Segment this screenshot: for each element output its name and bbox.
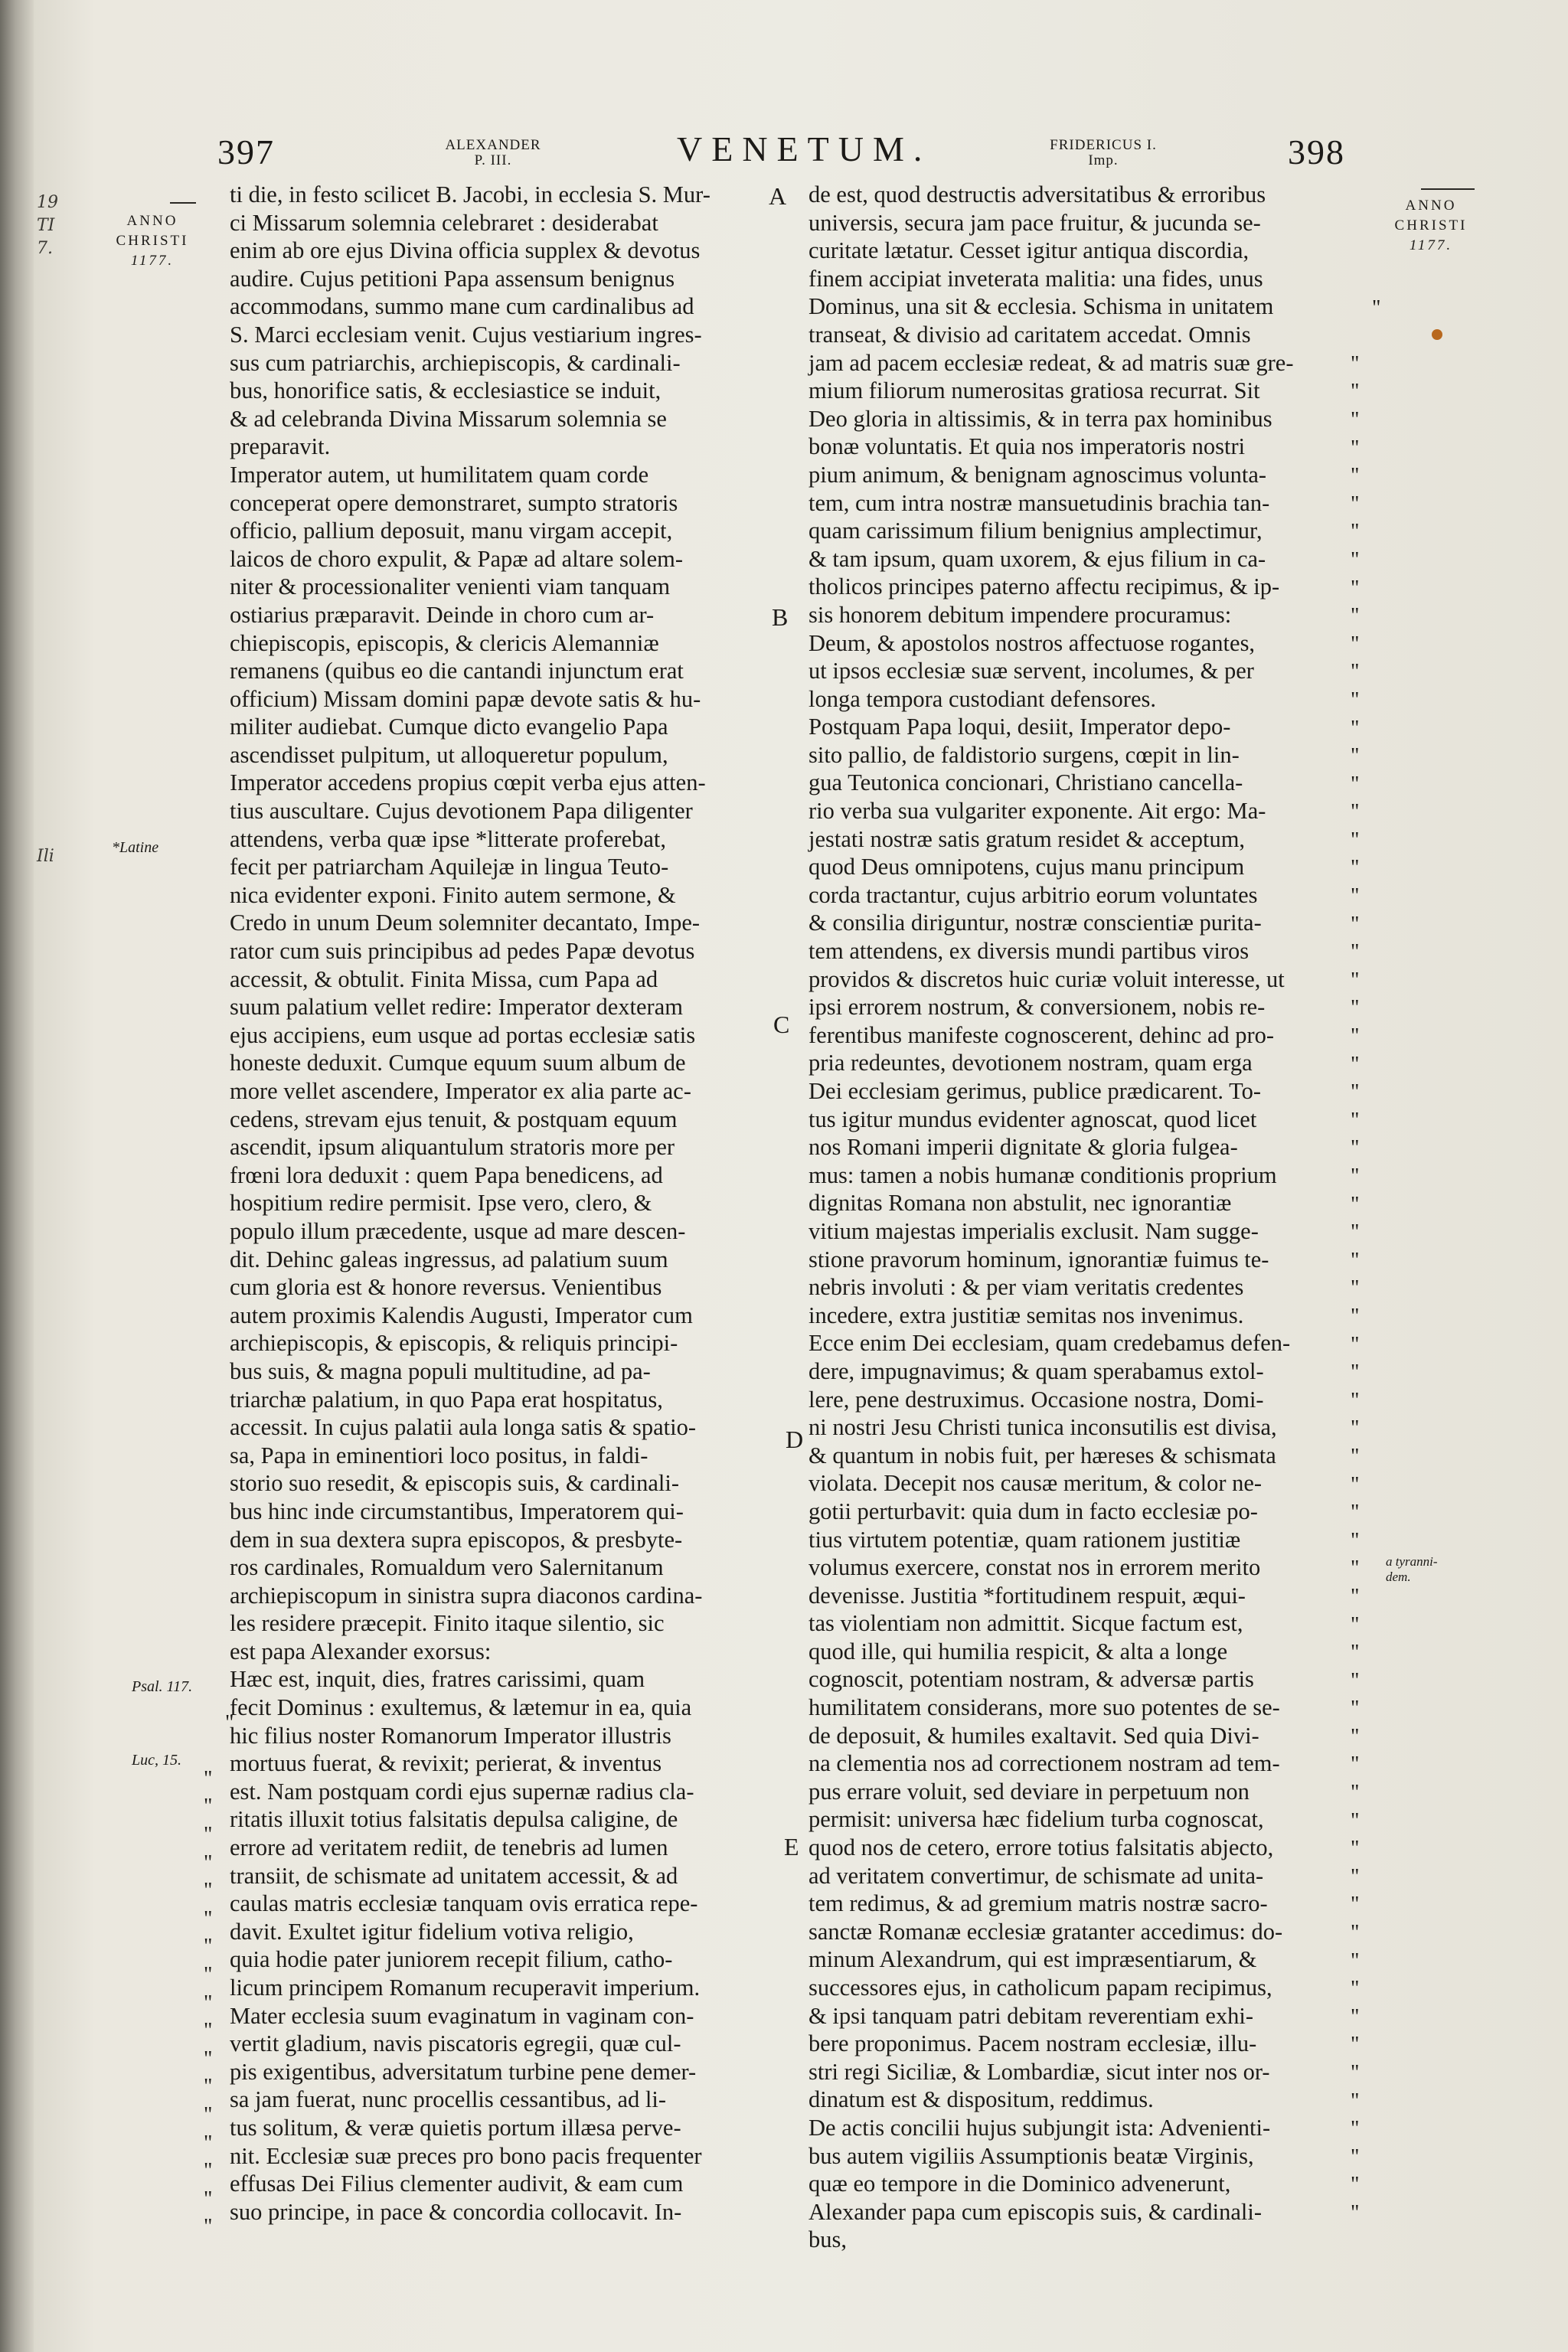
left-running-head <box>416 138 570 168</box>
text-line: chiepiscopis, episcopis, & clericis Alemanniæ <box>230 629 659 656</box>
quote-mark: " <box>204 2159 213 2184</box>
text-line: pria redeuntes, devotionem nostram, quam erga <box>808 1050 1253 1076</box>
quote-mark: " <box>1351 632 1360 656</box>
section-letter-b: B <box>772 603 789 631</box>
text-line: accommodans, summo mane cum cardinalibus ad <box>230 293 694 320</box>
right-quote-marks <box>1351 266 1380 2228</box>
text-line: caulas matris ecclesiæ tanquam ovis erratica repe- <box>230 1890 698 1917</box>
text-line: ritatis illuxit totius falsitatis depulsa caligine, de <box>230 1806 678 1833</box>
text-line: successores ejus, in catholicum papam recipimus, <box>808 1975 1272 2001</box>
text-line: triarchæ palatium, in quo Papa erat hospitatus, <box>230 1386 663 1413</box>
text-line: tius virtutem potentiæ, quam rationem justitiæ <box>808 1526 1241 1553</box>
text-line: transiit, de schismate ad unitatem accessit, & ad <box>230 1862 678 1889</box>
quote-mark: " <box>1351 604 1360 629</box>
quote-mark: " <box>1351 1781 1360 1805</box>
text-line: archiepiscopis, & episcopis, & reliquis principi- <box>230 1330 678 1357</box>
quote-mark: " <box>1351 1192 1360 1217</box>
quote-mark: " <box>204 2019 213 2043</box>
text-line: dignitas Romana non abstulit, nec ignorantiæ <box>808 1190 1232 1217</box>
left-column <box>230 181 710 2226</box>
section-letter-a: A <box>769 182 787 210</box>
quote-mark: " <box>1351 520 1360 544</box>
text-line: curitate lætatur. Cesset igitur antiqua discordia, <box>808 237 1250 264</box>
page-title: VENETUM. <box>677 129 932 168</box>
quote-mark: " <box>1351 1837 1360 1861</box>
text-line: nos Romani imperii dignitate & gloria fulgea- <box>808 1134 1238 1161</box>
quote-mark: " <box>204 1879 213 1903</box>
tyrannidem-line-2: dem. <box>1386 1570 1411 1584</box>
text-line: militer audiebat. Cumque dicto evangelio Papa <box>230 714 668 740</box>
quote-mark: " <box>1351 1332 1360 1357</box>
text-line: rator cum suis principibus ad pedes Papæ devotus <box>230 938 695 965</box>
text-line: quod ille, qui humilia respicit, & alta a longe <box>808 1638 1228 1664</box>
text-line: sis honorem debitum impendere procuramus: <box>808 601 1232 628</box>
text-line: jestati nostræ satis gratum residet & acceptum, <box>808 825 1246 852</box>
text-line: dere, impugnavimus; & quam sperabamus extol- <box>808 1357 1264 1384</box>
text-line: quod nos de cetero, errore totius falsitatis abjecto, <box>808 1834 1274 1861</box>
quote-mark: " <box>1351 1697 1360 1721</box>
right-margin-anno <box>1381 196 1481 256</box>
text-line: suo principe, in pace & concordia collocavit. In- <box>230 2198 682 2225</box>
quote-mark: " <box>1351 912 1360 936</box>
quote-mark: " <box>1351 1808 1360 1833</box>
text-line: est papa Alexander exorsus: <box>230 1638 492 1664</box>
quote-mark: " <box>1351 1304 1360 1328</box>
text-line: Imperator accedens propius cœpit verba ejus atten- <box>230 769 706 796</box>
text-line: nebris involuti : & per viam veritatis credentes <box>808 1274 1244 1301</box>
text-line: dinatum est & dispositum, reddimus. <box>808 2086 1154 2113</box>
text-line: vitium majestas imperialis exclusit. Nam sugge- <box>808 1217 1259 1244</box>
text-line: nica evidenter exponi. Finito autem sermone, & <box>230 881 676 908</box>
text-line: hic filius noster Romanorum Imperator illustris <box>230 1722 671 1749</box>
right-column <box>808 181 1293 2254</box>
quote-mark: " <box>1351 407 1360 432</box>
text-line: humilitatem considerans, more suo potentes de se- <box>808 1694 1280 1721</box>
anno-label: ANNO <box>126 213 178 229</box>
anno-label-right: ANNO <box>1405 198 1457 214</box>
quote-mark: " <box>1351 1220 1360 1245</box>
text-line: de est, quod destructis adversitatibus & erroribus <box>808 181 1266 207</box>
text-line: fecit Dominus : exultemus, & lætemur in ea, quia <box>230 1694 692 1721</box>
quote-mark: " <box>1351 1977 1360 2001</box>
text-line: gua Teutonica concionari, Christiano cancella- <box>808 769 1243 796</box>
text-line: sus cum patriarchis, archiepiscopis, & cardinali- <box>230 349 681 376</box>
text-line: fecit per patriarcham Aquilejæ in lingua Teuto- <box>230 854 669 880</box>
text-line: pium animum, & benignam agnoscimus volunta- <box>808 461 1267 488</box>
text-line: & tam ipsum, quam uxorem, & ejus filium in ca- <box>808 545 1266 572</box>
text-line: S. Marci ecclesiam venit. Cujus vestiarium ingres- <box>230 321 702 348</box>
text-line: Deum, & apostolos nostros affectuose rogantes, <box>808 629 1256 656</box>
christi-label: CHRISTI <box>116 233 189 249</box>
quote-mark: " <box>1351 2033 1360 2057</box>
text-line: Mater ecclesia suum evaginatum in vaginam con- <box>230 2002 694 2029</box>
gutter-fragment-4: Ili <box>37 847 54 866</box>
margin-note-latine: *Latine <box>112 839 159 856</box>
text-line: ejus accipiens, eum usque ad portas ecclesiæ satis <box>230 1021 696 1048</box>
quote-mark: " <box>1351 1024 1360 1049</box>
text-line: universis, secura jam pace fruitur, & jucunda se- <box>808 209 1261 236</box>
text-line: finem accipiat inveterata malitia: una fides, unus <box>808 265 1263 292</box>
text-line: officium) Missam domini papæ devote satis & hu- <box>230 685 701 712</box>
text-line: & ipsi tanquam patri debitam reverentiam exhi- <box>808 2002 1254 2029</box>
quote-mark: " <box>1351 1136 1360 1161</box>
text-line: cum gloria est & honore reversus. Venientibus <box>230 1274 662 1301</box>
quote-mark: " <box>1351 1165 1360 1188</box>
quote-mark: " <box>1351 660 1360 684</box>
quote-mark: " <box>1351 1949 1360 1973</box>
quote-mark: " <box>204 1991 213 2015</box>
quote-mark: " <box>1351 1584 1360 1609</box>
quote-mark: " <box>1351 1276 1360 1301</box>
text-line: conceperat opere demonstraret, sumpto stratoris <box>230 489 678 516</box>
text-line: bus, <box>808 2226 847 2253</box>
text-line: sa jam fuerat, nunc procellis cessantibus, ad li- <box>230 2086 666 2113</box>
text-line: ti die, in festo scilicet B. Jacobi, in ecclesia S. Mur- <box>230 181 710 207</box>
text-line: frœni lora deduxit : quem Papa benedicens, ad <box>230 1161 663 1188</box>
quote-mark: " <box>1351 1444 1360 1468</box>
book-page <box>34 0 1568 2352</box>
quote-mark: " <box>1351 1052 1360 1076</box>
text-line: accessit, & obtulit. Finita Missa, cum Papa ad <box>230 965 658 992</box>
text-line: sa, Papa in eminentiori loco positus, in faldi- <box>230 1442 648 1468</box>
text-line: bus hinc inde circumstantibus, Imperatorem qui- <box>230 1498 684 1524</box>
text-line: incedere, extra justitiæ semitas nos invenimus. <box>808 1302 1244 1328</box>
text-line: errore ad veritatem rediit, de tenebris ad lumen <box>230 1834 668 1861</box>
text-line: autem proximis Kalendis Augusti, Imperator cum <box>230 1302 693 1328</box>
text-line: bus suis, & magna populi multitudine, ad pa- <box>230 1357 651 1384</box>
quote-mark: " <box>204 1935 213 1959</box>
quote-mark: " <box>1351 2200 1360 2225</box>
text-line: ros cardinales, Romualdum vero Salernitanum <box>230 1554 664 1581</box>
quote-mark: " <box>1351 1361 1360 1385</box>
text-line: devenisse. Justitia *fortitudinem respuit, æqui- <box>808 1582 1246 1609</box>
text-line: preparavit. <box>230 433 331 460</box>
quote-mark: " <box>1351 436 1360 460</box>
text-line: ni nostri Jesu Christi tunica inconsutilis est divisa, <box>808 1414 1277 1441</box>
quote-mark: " <box>1351 1724 1360 1749</box>
text-line: sito pallio, de faldistorio surgens, cœpit in lin- <box>808 741 1240 768</box>
quote-mark: " <box>1351 996 1360 1021</box>
text-line: stri regi Siciliæ, & Lombardiæ, sicut inter nos or- <box>808 2058 1270 2085</box>
text-line: bonæ voluntatis. Et quia nos imperatoris nostri <box>808 433 1246 460</box>
quote-mark: " <box>1351 1864 1360 1889</box>
text-line: de deposuit, & humiles exaltavit. Sed quia Divi- <box>808 1722 1259 1749</box>
quote-mark: " <box>1351 1921 1360 1945</box>
text-line: corda tractantur, cujus arbitrio eorum voluntates <box>808 881 1258 908</box>
text-line: stione pravorum hominum, ignorantiæ fuimus te- <box>808 1246 1269 1272</box>
book-binding-edge <box>0 0 34 2352</box>
quote-mark: " <box>1351 1472 1360 1497</box>
text-line: tem attendens, ex diversis mundi partibus viros <box>808 938 1250 965</box>
text-line: gotii perturbavit: quia dum in facto ecclesiæ po- <box>808 1498 1258 1524</box>
text-line: officio, pallium deposuit, manu virgam accepit, <box>230 518 673 544</box>
gutter-fragment-1: 19 <box>37 193 58 212</box>
quote-mark: " <box>225 1710 234 1735</box>
year-label: 1177. <box>130 253 175 269</box>
ink-spot <box>1432 329 1442 340</box>
text-line: niter & processionaliter venienti viam tanquam <box>230 573 671 600</box>
right-page-number: 398 <box>1288 132 1345 172</box>
text-line: Dei ecclesiam gerimus, publice prædicarent. To- <box>808 1078 1261 1104</box>
right-running-head <box>1015 138 1191 168</box>
text-line: effusas Dei Filius clementer audivit, & eam cum <box>230 2171 684 2197</box>
section-letter-e: E <box>784 1833 799 1860</box>
quote-mark: " <box>1351 716 1360 740</box>
text-line: laicos de choro expulit, & Papæ ad altare solem- <box>230 545 684 572</box>
quote-mark: " <box>204 2215 213 2239</box>
quote-mark: " <box>204 1906 213 1931</box>
text-line: dem in sua dextera supra episcopos, & presbyte- <box>230 1526 683 1553</box>
quote-mark: " <box>204 1962 213 1987</box>
quote-mark: " <box>1351 2061 1360 2085</box>
running-head-imp: Imp. <box>1088 152 1119 168</box>
quote-mark: " <box>1351 2089 1360 2113</box>
text-line: attendens, verba quæ ipse *litterate proferebat, <box>230 825 666 852</box>
text-line: volumus exercere, constat nos in errorem merito <box>808 1554 1261 1581</box>
text-line: quia hodie pater juniorem recepit filium, catho- <box>230 1946 673 1973</box>
text-line: est. Nam postquam cordi ejus supernæ radius cla- <box>230 1778 694 1805</box>
text-line: dit. Dehinc galeas ingressus, ad palatium suum <box>230 1246 668 1272</box>
text-line: jam ad pacem ecclesiæ redeat, & ad matris suæ gre- <box>808 349 1294 376</box>
text-line: ascendit, ipsum aliquantulum stratoris more per <box>230 1134 675 1161</box>
text-line: more vellet ascendere, Imperator ex alia parte ac- <box>230 1078 691 1104</box>
quote-mark: " <box>1351 1108 1360 1132</box>
text-line: enim ab ore ejus Divina officia supplex & devotus <box>230 237 701 264</box>
christi-label-right: CHRISTI <box>1394 217 1468 234</box>
text-line: tius auscultare. Cujus devotionem Papa diligenter <box>230 798 693 825</box>
quote-mark: " <box>1372 296 1381 320</box>
quote-mark: " <box>1351 856 1360 880</box>
text-line: licum principem Romanum recuperavit imperium. <box>230 1975 701 2001</box>
quote-mark: " <box>1351 1893 1360 1917</box>
quote-mark: " <box>1351 1641 1360 1665</box>
quote-mark: " <box>1351 800 1360 825</box>
text-line: quam carissimum filium benignius amplectimur, <box>808 518 1263 544</box>
quote-mark: " <box>204 2047 213 2071</box>
quote-mark: " <box>1351 772 1360 796</box>
quote-mark: " <box>1351 940 1360 965</box>
section-letter-d: D <box>786 1426 804 1453</box>
running-head-fridericus: FRIDERICUS I. <box>1050 137 1157 153</box>
quote-mark: " <box>1351 1528 1360 1553</box>
text-line: honeste deduxit. Cumque equum suum album de <box>230 1050 686 1076</box>
text-line: bus, honorifice satis, & ecclesiastice se induit, <box>230 377 662 404</box>
text-line: ferentibus manifeste cognoscerent, dehinc ad pro- <box>808 1021 1275 1048</box>
text-line: Deo gloria in altissimis, & in terra pax hominibus <box>808 405 1272 432</box>
quote-mark: " <box>1351 1753 1360 1777</box>
text-line: cedens, strevam ejus tenuit, & postquam equum <box>230 1106 678 1132</box>
year-label-right: 1177. <box>1409 237 1453 253</box>
margin-note-luke: Luc, 15. <box>132 1752 181 1769</box>
quote-mark: " <box>1351 547 1360 572</box>
text-line: violata. Decepit nos causæ meritum, & color ne- <box>808 1470 1263 1497</box>
text-line: populo illum præcedente, usque ad mare descen- <box>230 1217 686 1244</box>
text-line: rio verba sua vulgariter exponente. Ait ergo: Ma- <box>808 798 1266 825</box>
quote-mark: " <box>1351 492 1360 516</box>
quote-mark: " <box>1351 351 1360 376</box>
quote-mark: " <box>1351 1557 1360 1581</box>
text-line: hospitium redire permisit. Ipse vero, clero, & <box>230 1190 652 1217</box>
text-line: les residere præcepit. Finito itaque silentio, sic <box>230 1610 665 1637</box>
quote-mark: " <box>1351 1501 1360 1525</box>
quote-mark: " <box>1351 968 1360 992</box>
text-line: mortuus fuerat, & revixit; perierat, & inventus <box>230 1750 662 1777</box>
text-line: tus solitum, & veræ quietis portum illæsa perve- <box>230 2114 681 2141</box>
quote-mark: " <box>1351 1248 1360 1272</box>
text-line: suum palatium vellet redire: Imperator dexteram <box>230 994 683 1021</box>
text-line: vertit gladium, navis piscatoris egregii, quæ cul- <box>230 2030 681 2057</box>
text-line: pus errare voluit, sed deviare in perpetuum non <box>808 1778 1250 1805</box>
text-line: cognoscit, potentiam nostram, & adversæ partis <box>808 1666 1254 1693</box>
quote-mark: " <box>1351 2145 1360 2169</box>
text-line: tus igitur mundus evidenter agnoscat, quod licet <box>808 1106 1257 1132</box>
text-line: ad veritatem convertimur, de schismate ad unita- <box>808 1862 1264 1889</box>
gutter-fragment-2: TI <box>37 216 55 235</box>
text-line: Ecce enim Dei ecclesiam, quam credebamus defen- <box>808 1330 1291 1357</box>
quote-mark: " <box>1351 2117 1360 2141</box>
text-line: Imperator autem, ut humilitatem quam corde <box>230 461 649 488</box>
text-line: Alexander papa cum episcopis suis, & cardinali- <box>808 2198 1263 2225</box>
right-margin-rule <box>1421 188 1475 190</box>
text-line: sanctæ Romanæ ecclesiæ gratanter accedimus: do- <box>808 1918 1283 1945</box>
left-margin-rule <box>170 202 196 204</box>
text-line: tas violentiam non admittit. Sicque factum est, <box>808 1610 1243 1637</box>
gutter-fragment-3: 7. <box>37 239 53 258</box>
text-line: providos & discretos huic curiæ voluit interesse, ut <box>808 965 1285 992</box>
quote-mark: " <box>1351 744 1360 769</box>
quote-mark: " <box>1351 2004 1360 2029</box>
quote-mark: " <box>1351 1388 1360 1413</box>
text-line: audire. Cujus petitioni Papa assensum benignus <box>230 265 675 292</box>
quote-mark: " <box>204 1822 213 1847</box>
left-page-number: 397 <box>217 132 275 172</box>
text-line: & ad celebranda Divina Missarum solemnia se <box>230 405 667 432</box>
quote-mark: " <box>1351 828 1360 852</box>
text-line: De actis concilii hujus subjungit ista: Advenienti- <box>808 2114 1271 2141</box>
text-line: bus autem vigiliis Assumptionis beatæ Virginis, <box>808 2142 1254 2169</box>
section-letter-c: C <box>773 1011 790 1038</box>
quote-mark: " <box>204 2075 213 2099</box>
quote-mark: " <box>1351 2173 1360 2197</box>
tyrannidem-line-1: a tyranni- <box>1386 1554 1438 1569</box>
text-line: Credo in unum Deum solemniter decantato, Impe- <box>230 910 701 936</box>
quote-mark: " <box>1351 576 1360 600</box>
text-line: remanens (quibus eo die cantandi injunctum erat <box>230 658 684 684</box>
quote-mark: " <box>1351 380 1360 404</box>
text-line: na clementia nos ad correctionem nostram ad tem- <box>808 1750 1280 1777</box>
quote-mark: " <box>204 1851 213 1875</box>
quote-mark: " <box>204 1795 213 1819</box>
quote-mark: " <box>1351 1416 1360 1441</box>
text-line: ut ipsos ecclesiæ suæ servent, incolumes, & per <box>808 658 1254 684</box>
text-line: quod Deus omnipotens, cujus manu principum <box>808 854 1245 880</box>
text-line: davit. Exultet igitur fidelium votiva religio, <box>230 1918 634 1945</box>
text-line: storio suo resedit, & episcopis suis, & cardinali- <box>230 1470 680 1497</box>
quote-mark: " <box>1351 1612 1360 1637</box>
text-line: tem, cum intra nostræ mansuetudinis brachia tan- <box>808 489 1270 516</box>
quote-mark: " <box>1351 884 1360 909</box>
text-line: accessit. In cujus palatii aula longa satis & spatio- <box>230 1414 696 1441</box>
text-line: & quantum in nobis fuit, per hæreses & schismata <box>808 1442 1276 1468</box>
text-line: pis exigentibus, adversitatum turbine pene demer- <box>230 2058 697 2085</box>
text-line: ci Missarum solemnia celebraret : desiderabat <box>230 209 658 236</box>
text-line: minum Alexandrum, qui est impræsentiarum, & <box>808 1946 1257 1973</box>
text-line: tholicos principes paterno affectu recipimus, & ip- <box>808 573 1280 600</box>
quote-mark: " <box>1351 688 1360 712</box>
text-line: quæ eo tempore in die Dominico advenerunt, <box>808 2171 1231 2197</box>
text-line: ipsi errorem nostrum, & conversionem, nobis re- <box>808 994 1266 1021</box>
text-line: archiepiscopum in sinistra supra diaconos cardina- <box>230 1582 703 1609</box>
margin-note-tyrannidem <box>1386 1554 1438 1585</box>
text-line: & consilia diriguntur, nostræ conscientiæ purita- <box>808 910 1262 936</box>
text-line: Dominus, una sit & ecclesia. Schisma in unitatem <box>808 293 1274 320</box>
text-line: ostiarius præparavit. Deinde in choro cum ar- <box>230 601 655 628</box>
text-line: lere, pene destruximus. Occasione nostra, Domi- <box>808 1386 1264 1413</box>
text-line: mium filiorum numerositas gratiosa recurrat. Sit <box>808 377 1260 404</box>
quote-mark: " <box>1351 1668 1360 1693</box>
text-line: mus: tamen a nobis humanæ conditionis proprium <box>808 1161 1277 1188</box>
running-head-pope: P. III. <box>474 152 512 168</box>
margin-note-psalm: Psal. 117. <box>132 1678 193 1695</box>
text-line: tem redimus, & ad gremium matris nostræ sacro- <box>808 1890 1268 1917</box>
quote-mark: " <box>1351 1080 1360 1105</box>
text-line: nit. Ecclesiæ suæ preces pro bono pacis frequenter <box>230 2142 702 2169</box>
quote-mark: " <box>204 1766 213 1791</box>
text-line: longa tempora custodiant defensores. <box>808 685 1156 712</box>
text-line: permisit: universa hæc fidelium turba cognoscat, <box>808 1806 1264 1833</box>
text-line: bere proponimus. Pacem nostram ecclesiæ, illu- <box>808 2030 1257 2057</box>
text-line: Postquam Papa loqui, desiit, Imperator depo- <box>808 714 1231 740</box>
text-line: ascendisset pulpitum, ut alloqueretur populum, <box>230 741 668 768</box>
quote-mark: " <box>204 2187 213 2211</box>
quote-mark: " <box>204 2102 213 2127</box>
quote-mark: " <box>204 2131 213 2155</box>
text-line: transeat, & divisio ad caritatem accedat. Omnis <box>808 321 1251 348</box>
quote-mark: " <box>1351 464 1360 488</box>
text-line: Hæc est, inquit, dies, fratres carissimi, quam <box>230 1666 645 1693</box>
running-head-alexander: ALEXANDER <box>445 137 541 153</box>
left-margin-anno <box>110 211 194 271</box>
